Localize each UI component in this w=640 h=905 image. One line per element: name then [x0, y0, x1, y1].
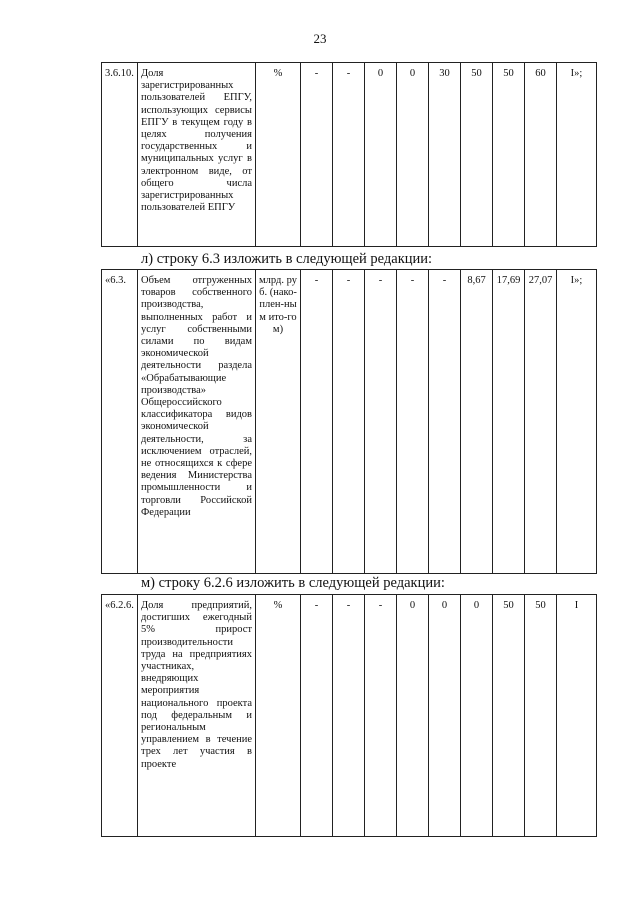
- row-number: «6.3.: [102, 270, 138, 574]
- value-cell: 50: [493, 595, 525, 837]
- page-number: 23: [313, 31, 327, 46]
- row-number: 3.6.10.: [102, 63, 138, 247]
- value-cell: 0: [365, 63, 397, 247]
- value-cell: 50: [493, 63, 525, 247]
- value-cell: 17,69: [493, 270, 525, 574]
- value-cell: -: [333, 270, 365, 574]
- value-cell: -: [301, 63, 333, 247]
- caption-m: м) строку 6.2.6 изложить в следующей редакции:: [141, 575, 445, 591]
- row-number: «6.2.6.: [102, 595, 138, 837]
- caption-l: л) строку 6.3 изложить в следующей редакции:: [141, 251, 433, 267]
- value-cell: -: [397, 270, 429, 574]
- value-cell: 50: [525, 595, 557, 837]
- closing-mark: I: [557, 595, 597, 837]
- value-cell: -: [365, 595, 397, 837]
- closing-mark: I»;: [557, 63, 597, 247]
- value-cell: -: [301, 270, 333, 574]
- value-cell: 60: [525, 63, 557, 247]
- value-cell: 50: [461, 63, 493, 247]
- value-cell: 30: [429, 63, 461, 247]
- unit-cell: %: [256, 63, 301, 247]
- unit-cell: %: [256, 595, 301, 837]
- value-cell: -: [301, 595, 333, 837]
- closing-mark: I»;: [557, 270, 597, 574]
- unit-cell: млрд. руб. (нако-плен-ным ито-гом): [256, 270, 301, 574]
- value-cell: 0: [397, 63, 429, 247]
- value-cell: -: [333, 63, 365, 247]
- indicator-description: Доля зарегистрированных пользователей ЕПГУ, использующих сервисы ЕПГУ в текущем году в целях получения государственных и муниципальных услуг в электронном виде, от общего числа зарегистрированных пользователей ЕПГУ: [138, 63, 256, 247]
- value-cell: 0: [397, 595, 429, 837]
- value-cell: 27,07: [525, 270, 557, 574]
- table-row-3-6-10: [101, 62, 597, 247]
- indicator-description: Доля предприятий, достигших ежегодный 5% прирост производительности труда на предприятиях участниках, внедряющих мероприятия национального проекта под федеральным и региональным управлением в течение трех лет участия в проекте: [138, 595, 256, 837]
- value-cell: 0: [461, 595, 493, 837]
- value-cell: -: [333, 595, 365, 837]
- value-cell: 0: [429, 595, 461, 837]
- value-cell: 8,67: [461, 270, 493, 574]
- table-row-6-2-6: [101, 594, 597, 837]
- value-cell: -: [365, 270, 397, 574]
- indicator-description: Объем отгруженных товаров собственного производства, выполненных работ и услуг собственными силами по видам экономической деятельности раздела «Обрабатывающие производства» Общероссийского классификатора видов экономической деятельности, за исключением отраслей, не относящихся к сфере ведения Министерства промышленности и торговли Российской Федерации: [138, 270, 256, 574]
- value-cell: -: [429, 270, 461, 574]
- table-row-6-3: [101, 269, 597, 574]
